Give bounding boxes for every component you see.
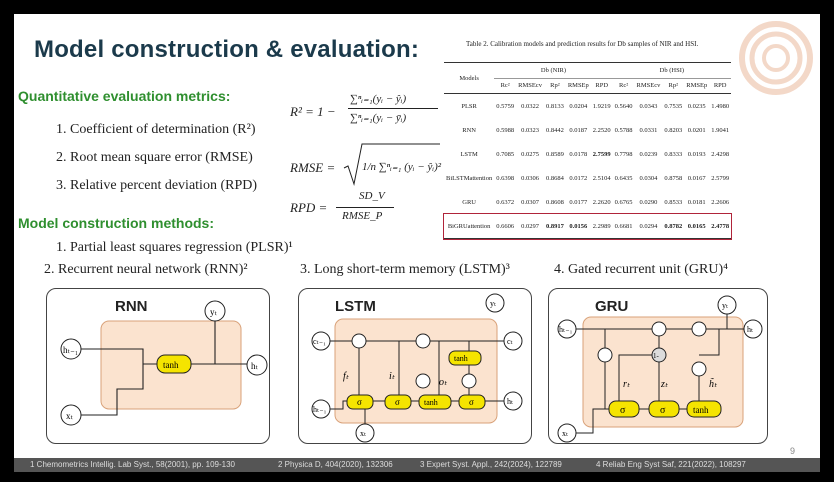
gru-diagram (548, 288, 768, 444)
table-cell-model: GRU (462, 198, 476, 206)
table-cell: 0.0306 (521, 174, 539, 182)
gru-h-prev-label: hₜ₋₁ (559, 325, 573, 334)
rnn-diagram (46, 288, 270, 444)
table-cell: 0.0322 (521, 102, 539, 110)
rnn-x-label: xₜ (66, 411, 74, 421)
lstm-x-label: xₜ (360, 429, 367, 438)
table-cell: 0.7085 (496, 150, 515, 158)
lstm-o-label: oₜ (439, 377, 447, 388)
table-cell: 0.6435 (614, 174, 633, 182)
table-cell: 0.0193 (687, 150, 706, 158)
lstm-sigma-label: σ (469, 397, 474, 407)
table-cell-model: RNN (462, 126, 476, 134)
rnn-tanh-label: tanh (163, 360, 179, 370)
table-cell: 0.7798 (614, 150, 633, 158)
table-cell: 0.0343 (639, 102, 658, 110)
gru-sigma-label: σ (660, 405, 666, 416)
gru-tanh-label: tanh (693, 405, 709, 415)
gru-add-icon (692, 322, 706, 336)
method-item: 2. Recurrent neural network (RNN)² (44, 262, 248, 277)
table-cell-model: LSTM (460, 150, 478, 158)
table-cell: 0.0201 (687, 126, 706, 134)
table-cell: 0.6398 (496, 174, 515, 182)
methods-heading: Model construction methods: (18, 215, 214, 231)
table-cell: 0.8782 (664, 222, 683, 230)
formula-r2-lhs: R² = 1 − (290, 104, 336, 119)
lstm-output-multiply-icon (462, 374, 476, 388)
table-cell: 0.0290 (639, 198, 658, 206)
gru-candidate-multiply-icon (692, 362, 706, 376)
table-col-header: RMSEcv (636, 82, 661, 90)
gru-h-out-label: hₜ (747, 325, 754, 334)
table-cell: 2.4298 (711, 150, 730, 158)
rnn-diagram-svg (47, 289, 269, 443)
gru-y-label: yₜ (722, 301, 729, 310)
table-cell: 0.5759 (496, 102, 515, 110)
gru-diagram-svg (549, 289, 767, 443)
lstm-add-icon (416, 334, 430, 348)
lstm-h-prev-label: hₜ₋₁ (313, 405, 327, 414)
table-cell: 0.0239 (639, 150, 658, 158)
footer-references (14, 458, 820, 472)
table-caption: Table 2. Calibration models and prediction results for Db samples of NIR and HSI. (466, 40, 699, 48)
table-cell: 0.8203 (664, 126, 683, 134)
table-cell: 0.0304 (639, 174, 658, 182)
method-item: 3. Long short-term memory (LSTM)³ (300, 262, 510, 277)
lstm-forget-multiply-icon (352, 334, 366, 348)
table-cell: 0.0156 (569, 222, 588, 230)
metrics-heading: Quantitative evaluation metrics: (18, 88, 231, 104)
formula-rmse-rhs: 1/n ∑ⁿᵢ₌₁ (yᵢ − ŷᵢ)² (362, 161, 442, 173)
fraction-bar (336, 207, 394, 208)
formula-rpd-lhs: RPD = (290, 200, 328, 215)
table-cell: 0.8442 (545, 126, 564, 134)
table-cell: 0.0178 (569, 150, 588, 158)
rnn-h-prev-label: hₜ₋₁ (63, 345, 79, 355)
lstm-tanh-label: tanh (454, 354, 468, 363)
table-row (444, 190, 731, 214)
table-row (444, 214, 731, 239)
gru-h-tilde-label: h̃ₜ (709, 379, 717, 390)
lstm-sigma-label: σ (357, 397, 362, 407)
table-col-header: Rc² (500, 82, 510, 90)
table-cell: 0.5640 (614, 102, 633, 110)
gru-update-multiply-icon (652, 322, 666, 336)
reference-item: 2 Physica D, 404(2020), 132306 (278, 460, 393, 469)
table-col-header: RMSEp (686, 82, 708, 90)
lstm-title: LSTM (335, 298, 376, 315)
gru-x-label: xₜ (562, 429, 569, 438)
table-cell: 0.0177 (569, 198, 588, 206)
gru-title: GRU (595, 298, 629, 315)
formula-r2-denominator: ∑ⁿᵢ₌₁(yᵢ − ȳᵢ) (350, 112, 407, 124)
gru-z-label: zₜ (661, 379, 668, 390)
table-cell: 0.0181 (687, 198, 706, 206)
table-cell: 1.4980 (711, 102, 730, 110)
table-cell: 0.8608 (545, 198, 564, 206)
table-cell: 2.4778 (711, 222, 730, 230)
table-col-header: RMSEcv (518, 82, 542, 90)
metric-item: 2. Root mean square error (RMSE) (56, 150, 253, 165)
page-number: 9 (790, 446, 796, 456)
method-item: 4. Gated recurrent unit (GRU)⁴ (554, 262, 728, 277)
table-col-header: Rp² (550, 82, 560, 90)
results-table (444, 62, 731, 239)
table-cell: 0.0275 (521, 150, 539, 158)
gru-r-label: rₜ (623, 379, 630, 390)
rnn-y-label: yₜ (210, 307, 218, 317)
lstm-input-multiply-icon (416, 374, 430, 388)
table-cell-model: BiLSTMattention (446, 174, 493, 182)
table-cell: 2.5104 (592, 174, 611, 182)
reference-item: 3 Expert Syst. Appl., 242(2024), 122789 (420, 460, 562, 469)
gru-one-minus-label: 1- (653, 352, 659, 360)
table-cell: 0.8133 (545, 102, 564, 110)
table-row (444, 94, 731, 119)
watermark-logo (736, 18, 816, 98)
lstm-f-label: fₜ (343, 371, 349, 382)
table-cell: 0.5788 (614, 126, 633, 134)
page-title: Model construction & evaluation: (34, 36, 420, 63)
formula-r2-numerator: ∑ⁿᵢ₌₁(yᵢ − ŷᵢ) (350, 93, 407, 105)
table-group-nir: Db (NIR) (494, 63, 612, 79)
table-cell: 0.0323 (521, 126, 539, 134)
table-col-header: Rp² (668, 82, 679, 90)
table-cell: 0.5988 (496, 126, 515, 134)
gru-sigma-label: σ (620, 405, 626, 416)
rnn-title: RNN (115, 298, 148, 315)
metric-item: 1. Coefficient of determination (R²) (56, 122, 256, 137)
table-cell: 0.0294 (639, 222, 658, 230)
table-col-header: RMSEp (567, 82, 589, 90)
table-row (444, 166, 731, 190)
table-cell: 0.8758 (664, 174, 683, 182)
table-cell: 0.8589 (545, 150, 564, 158)
reference-item: 1 Chemometrics Intellig. Lab Syst., 58(2001), pp. 109-130 (30, 460, 235, 469)
table-cell: 0.7535 (664, 102, 683, 110)
table-cell: 2.2989 (592, 222, 611, 230)
table-col-header: RPD (713, 82, 727, 90)
slide (14, 14, 820, 462)
table-cell: 0.0165 (687, 222, 706, 230)
table-cell: 0.0235 (687, 102, 706, 110)
table-row (444, 118, 731, 142)
table-cell: 0.0331 (639, 126, 658, 134)
table-cell: 2.5799 (711, 174, 730, 182)
table-cell: 2.2520 (592, 126, 611, 134)
table-cell: 0.0204 (569, 102, 588, 110)
fraction-bar (348, 108, 438, 109)
table-cell: 0.0187 (569, 126, 588, 134)
lstm-sigma-label: σ (395, 397, 400, 407)
table-cell: 0.6765 (614, 198, 633, 206)
formula-rpd-numerator: SD_V (359, 190, 385, 202)
table-cell: 0.8333 (664, 150, 683, 158)
gru-reset-multiply-icon (598, 348, 612, 362)
table-cell-model: PLSR (461, 102, 477, 110)
lstm-i-label: iₜ (389, 371, 395, 382)
method-item: 1. Partial least squares regression (PLSR)¹ (56, 240, 293, 255)
table-cell: 2.2620 (592, 198, 611, 206)
table-header-models: Models (459, 74, 479, 82)
formula-rmse-lhs: RMSE = (290, 160, 336, 175)
lstm-c-out-label: cₜ (507, 337, 513, 346)
rnn-h-out-label: hₜ (251, 361, 259, 371)
reference-item: 4 Reliab Eng Syst Saf, 221(2022), 108297 (596, 460, 746, 469)
table-cell: 0.8533 (664, 198, 683, 206)
table-col-header: Rc² (619, 82, 629, 90)
table-cell: 0.0307 (521, 198, 539, 206)
table-cell: 0.0297 (521, 222, 539, 230)
lstm-tanh-label: tanh (424, 398, 438, 407)
table-cell: 2.2606 (711, 198, 730, 206)
formula-rpd-denominator: RMSE_P (342, 210, 383, 222)
table-cell: 0.0172 (569, 174, 588, 182)
table-cell-model: BiGRUattention (447, 222, 491, 230)
table-group-hsi: Db (HSI) (613, 63, 731, 79)
table-cell: 1.9219 (592, 102, 611, 110)
table-cell: 2.7599 (592, 150, 611, 158)
table-row (444, 142, 731, 166)
lstm-diagram-svg (299, 289, 531, 443)
table-col-header: RPD (595, 82, 609, 90)
lstm-diagram (298, 288, 532, 444)
table-cell: 0.6606 (496, 222, 515, 230)
lstm-y-label: yₜ (490, 299, 497, 308)
table-cell: 0.6372 (496, 198, 515, 206)
table-cell: 0.8917 (545, 222, 564, 230)
metric-item: 3. Relative percent deviation (RPD) (56, 178, 257, 193)
lstm-h-out-label: hₜ (507, 397, 514, 406)
table-cell: 0.8684 (545, 174, 564, 182)
lstm-c-prev-label: cₜ₋₁ (313, 337, 326, 346)
table-cell: 1.9041 (711, 126, 730, 134)
table-cell: 0.0167 (687, 174, 706, 182)
table-cell: 0.6681 (614, 222, 633, 230)
